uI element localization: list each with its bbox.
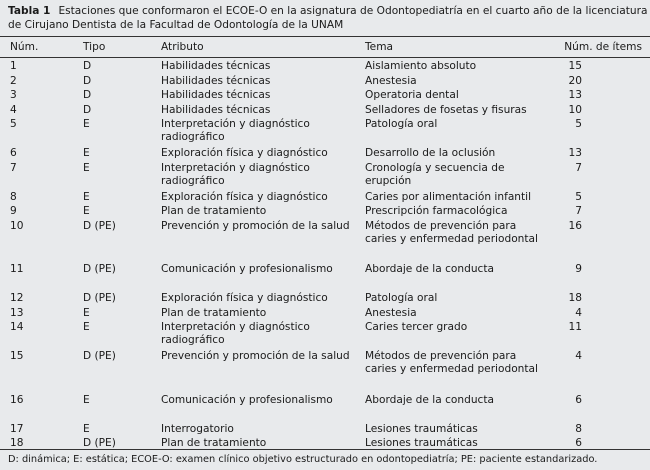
table-row <box>0 321 650 350</box>
row-atributo: Comunicación y profesionalismo <box>161 393 333 406</box>
row-tipo: D <box>83 89 92 101</box>
row-num: 3 <box>10 89 17 101</box>
table-caption <box>8 4 648 32</box>
row-items: 10 <box>568 103 582 116</box>
row-num: 9 <box>10 205 17 217</box>
row-tipo: E <box>83 161 90 174</box>
row-tema: Abordaje de la conducta <box>365 393 495 406</box>
row-tema: Lesiones traumáticas <box>365 422 478 435</box>
row-atributo: Habilidades técnicas <box>161 103 271 116</box>
header-rule <box>0 57 650 58</box>
row-atributo: Exploración física y diagnóstico <box>161 292 328 304</box>
table-row <box>0 220 650 264</box>
row-tema: Cronología y secuencia de erupción <box>365 161 505 187</box>
row-items: 5 <box>575 118 582 130</box>
row-tipo: D (PE) <box>83 263 116 275</box>
row-items: 7 <box>575 161 582 174</box>
table-row <box>0 147 650 162</box>
header-tema: Tema <box>365 41 393 53</box>
row-items: 16 <box>568 219 582 232</box>
row-tipo: E <box>83 321 90 333</box>
row-atributo: Interpretación y diagnóstico radiográfico <box>161 161 310 187</box>
row-atributo: Habilidades técnicas <box>161 60 271 72</box>
row-items: 4 <box>575 350 582 362</box>
table-row <box>0 394 650 423</box>
row-atributo: Habilidades técnicas <box>161 74 271 87</box>
row-tipo: E <box>83 205 90 217</box>
row-atributo: Interrogatorio <box>161 422 234 435</box>
row-items: 13 <box>568 89 582 101</box>
row-num: 8 <box>10 190 17 203</box>
row-num: 6 <box>10 147 17 159</box>
row-tema: Aislamiento absoluto <box>365 60 477 72</box>
row-tipo: E <box>83 393 90 406</box>
table-row <box>0 292 650 307</box>
row-num: 11 <box>10 263 24 275</box>
row-items: 6 <box>575 437 582 449</box>
row-num: 18 <box>10 437 24 449</box>
row-atributo: Interpretación y diagnóstico radiográfico <box>161 118 310 143</box>
row-tema: Abordaje de la conducta <box>365 263 495 275</box>
header-tipo: Tipo <box>83 41 106 53</box>
row-tipo: D (PE) <box>83 219 116 232</box>
table-row <box>0 118 650 147</box>
row-num: 17 <box>10 422 24 435</box>
row-atributo: Prevención y promoción de la salud <box>161 219 350 232</box>
row-atributo: Plan de tratamiento <box>161 205 267 217</box>
table-row <box>0 104 650 119</box>
row-items: 7 <box>575 205 582 217</box>
row-num: 13 <box>10 306 24 319</box>
header-num: Núm. <box>10 41 39 53</box>
row-items: 15 <box>568 60 582 72</box>
row-tema: Anestesia <box>365 74 417 87</box>
row-items: 11 <box>568 321 582 333</box>
table-row <box>0 75 650 90</box>
row-tipo: D (PE) <box>83 350 116 362</box>
table-label: Tabla 1 <box>8 5 51 17</box>
row-num: 14 <box>10 321 24 333</box>
row-num: 10 <box>10 219 24 232</box>
table-row <box>0 205 650 220</box>
table-row <box>0 191 650 206</box>
row-num: 12 <box>10 292 24 304</box>
row-items: 20 <box>568 74 582 87</box>
table-row <box>0 60 650 75</box>
row-tipo: D (PE) <box>83 437 116 449</box>
header-items: Núm. de ítems <box>564 41 642 53</box>
row-tipo: D <box>83 74 92 87</box>
row-items: 13 <box>568 147 582 159</box>
table-row <box>0 162 650 191</box>
row-items: 4 <box>575 306 582 319</box>
row-atributo: Plan de tratamiento <box>161 437 267 449</box>
row-tema: Métodos de prevención para caries y enfermedad periodontal <box>365 350 538 375</box>
row-atributo: Exploración física y diagnóstico <box>161 147 328 159</box>
row-tema: Caries tercer grado <box>365 321 468 333</box>
row-tipo: E <box>83 306 90 319</box>
row-num: 2 <box>10 74 17 87</box>
top-rule <box>0 36 650 37</box>
row-items: 9 <box>575 263 582 275</box>
row-tema: Anestesia <box>365 306 417 319</box>
row-tema: Lesiones traumáticas <box>365 437 478 449</box>
row-tipo: E <box>83 422 90 435</box>
table-row <box>0 89 650 104</box>
row-tema: Desarrollo de la oclusión <box>365 147 496 159</box>
table-row <box>0 263 650 292</box>
row-tema: Prescripción farmacológica <box>365 205 508 217</box>
table-body <box>0 60 650 452</box>
row-atributo: Prevención y promoción de la salud <box>161 350 350 362</box>
row-tema: Patología oral <box>365 292 438 304</box>
row-items: 6 <box>575 393 582 406</box>
row-num: 16 <box>10 393 24 406</box>
row-tipo: D <box>83 103 92 116</box>
bottom-rule <box>0 449 650 450</box>
row-num: 7 <box>10 161 17 174</box>
header-atributo: Atributo <box>161 41 204 53</box>
row-num: 15 <box>10 350 24 362</box>
row-items: 18 <box>568 292 582 304</box>
row-tipo: E <box>83 147 90 159</box>
row-tipo: E <box>83 190 90 203</box>
row-atributo: Exploración física y diagnóstico <box>161 190 328 203</box>
row-atributo: Plan de tratamiento <box>161 306 267 319</box>
row-atributo: Comunicación y profesionalismo <box>161 263 333 275</box>
row-tipo: D <box>83 60 92 72</box>
caption-text: Estaciones que conformaron el ECOE-O en la asignatura de Odontopediatría en el cuarto año de la licenciatura de Cirujano Dentista de la Facultad de Odontología de la UNAM <box>8 5 648 31</box>
row-num: 1 <box>10 60 17 72</box>
row-atributo: Interpretación y diagnóstico radiográfico <box>161 321 310 346</box>
row-items: 8 <box>575 422 582 435</box>
row-num: 5 <box>10 118 17 130</box>
row-tipo: D (PE) <box>83 292 116 304</box>
table-row <box>0 350 650 394</box>
table-row <box>0 423 650 438</box>
row-atributo: Habilidades técnicas <box>161 89 271 101</box>
table-footnote: D: dinámica; E: estática; ECOE-O: examen clínico objetivo estructurado en odontopediatría; PE: paciente estandarizado. <box>8 454 598 465</box>
row-tipo: E <box>83 118 90 130</box>
row-tema: Métodos de prevención para caries y enfermedad periodontal <box>365 219 538 245</box>
row-tema: Caries por alimentación infantil <box>365 190 532 203</box>
row-tema: Selladores de fosetas y fisuras <box>365 103 527 116</box>
row-num: 4 <box>10 103 17 116</box>
row-tema: Patología oral <box>365 118 438 130</box>
row-tema: Operatoria dental <box>365 89 459 101</box>
table-row <box>0 307 650 322</box>
row-items: 5 <box>575 190 582 203</box>
